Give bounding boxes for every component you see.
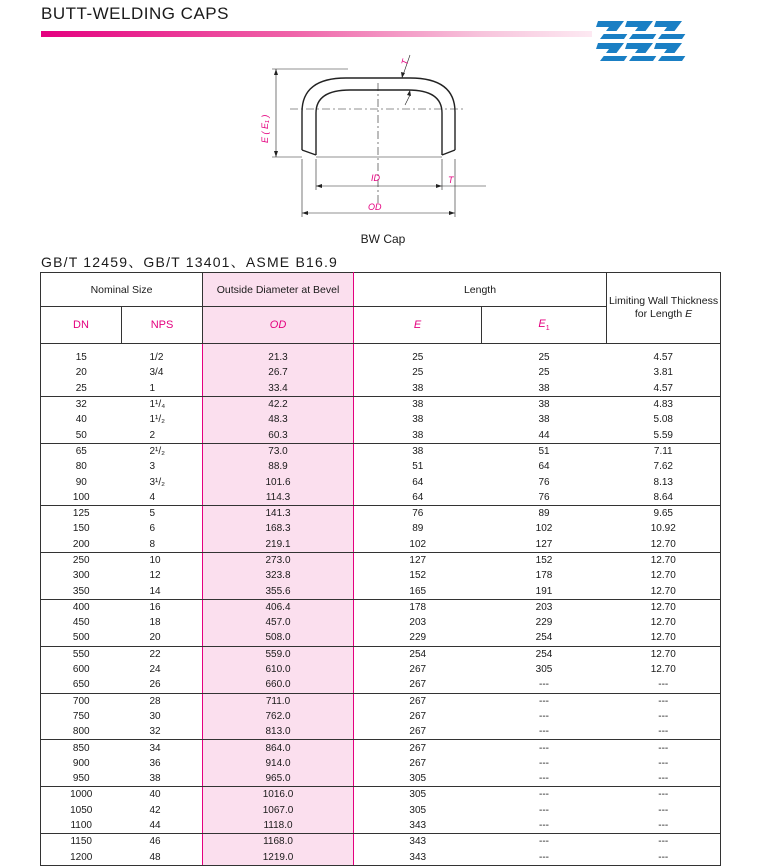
cell-lim: 8.64 bbox=[607, 490, 721, 506]
cell-nps: 18 bbox=[149, 617, 161, 629]
cell-nps: 1¹/₂ bbox=[149, 414, 166, 426]
cell-e1: 305 bbox=[535, 664, 553, 676]
standards-line: GB/T 12459、GB/T 13401、ASME B16.9 bbox=[41, 254, 339, 270]
cell-e1: --- bbox=[482, 850, 607, 866]
cell-e: 267 bbox=[409, 664, 427, 676]
cell-e: 267 bbox=[409, 695, 427, 707]
cell-nps: 38 bbox=[122, 771, 203, 787]
cell-dn: 32 bbox=[41, 396, 122, 412]
cell-dn: 25 bbox=[41, 381, 122, 397]
header-nps: NPS bbox=[122, 307, 203, 344]
cell-od: 355.6 bbox=[203, 583, 354, 599]
page-title: BUTT-WELDING CAPS bbox=[41, 4, 229, 23]
cell-e: 25 bbox=[412, 352, 424, 364]
cell-e1: 38 bbox=[538, 399, 550, 411]
cell-e: 76 bbox=[412, 508, 424, 520]
cell-nps: 32 bbox=[122, 724, 203, 740]
table-row bbox=[41, 787, 721, 803]
cell-e: 343 bbox=[354, 850, 482, 866]
cell-od: 323.8 bbox=[203, 568, 354, 583]
cell-dn: 1150 bbox=[41, 834, 122, 850]
table-row bbox=[41, 344, 721, 366]
cell-nps: 2¹/₂ bbox=[149, 445, 166, 457]
cell-od: 21.3 bbox=[203, 344, 354, 366]
cell-lim: 12.70 bbox=[607, 583, 721, 599]
cell-lim: 7.11 bbox=[607, 443, 721, 459]
cell-od: 1016.0 bbox=[203, 787, 354, 803]
cell-e: 102 bbox=[354, 537, 482, 553]
cell-od: 73.0 bbox=[203, 443, 354, 459]
cell-od: 101.6 bbox=[203, 474, 354, 489]
cell-lim: 4.57 bbox=[607, 344, 721, 366]
table-row bbox=[41, 599, 721, 615]
cell-e: 305 bbox=[354, 771, 482, 787]
cell-e1: --- bbox=[539, 742, 550, 754]
cell-od: 273.0 bbox=[203, 552, 354, 568]
cell-dn: 600 bbox=[41, 662, 122, 677]
cell-nps: 1¹/₄ bbox=[149, 399, 166, 411]
cell-e1: --- bbox=[539, 710, 550, 722]
table-row bbox=[41, 568, 721, 583]
table-row bbox=[41, 552, 721, 568]
cell-lim: --- bbox=[607, 818, 721, 834]
cell-e: 64 bbox=[412, 476, 424, 488]
cell-od: 762.0 bbox=[203, 709, 354, 724]
cell-e: 267 bbox=[409, 757, 427, 769]
cell-e: 203 bbox=[409, 617, 427, 629]
cell-dn: 125 bbox=[41, 505, 122, 521]
cell-nps: 1 bbox=[122, 381, 203, 397]
cell-e: 254 bbox=[409, 648, 427, 660]
header-limiting-wall-thickness bbox=[607, 273, 721, 344]
cell-lim: 9.65 bbox=[607, 505, 721, 521]
table-row bbox=[41, 724, 721, 740]
cell-e1: 102 bbox=[535, 523, 553, 535]
cell-dn: 50 bbox=[41, 427, 122, 443]
cell-e1: 64 bbox=[538, 461, 550, 473]
cell-e1: 76 bbox=[482, 490, 607, 506]
cell-nps: 48 bbox=[122, 850, 203, 866]
cell-e1: 152 bbox=[535, 555, 553, 566]
header-length: Length bbox=[354, 273, 607, 307]
cell-e1: --- bbox=[482, 677, 607, 693]
cell-od: 965.0 bbox=[203, 771, 354, 787]
cell-lim: 12.70 bbox=[607, 646, 721, 662]
cell-nps: 26 bbox=[122, 677, 203, 693]
table-row bbox=[41, 630, 721, 646]
cell-dn: 750 bbox=[41, 709, 122, 724]
header-limiting-line2 bbox=[607, 308, 720, 321]
cell-nps: 20 bbox=[122, 630, 203, 646]
cell-e1: --- bbox=[539, 695, 550, 707]
cell-e: 165 bbox=[354, 583, 482, 599]
cell-lim: 5.08 bbox=[607, 412, 721, 427]
cell-nps: 12 bbox=[149, 570, 161, 582]
cell-e: 305 bbox=[409, 804, 427, 816]
table-row bbox=[41, 427, 721, 443]
cell-e1: 51 bbox=[538, 445, 550, 457]
cell-e1: 25 bbox=[538, 367, 550, 379]
cell-dn: 1000 bbox=[41, 787, 122, 803]
cell-nps: 28 bbox=[149, 695, 161, 707]
cell-nps: 10 bbox=[149, 555, 161, 566]
cell-lim: 8.13 bbox=[607, 474, 721, 489]
cell-e: 229 bbox=[354, 630, 482, 646]
cell-e: 343 bbox=[409, 836, 427, 848]
cell-nps: 8 bbox=[122, 537, 203, 553]
header-od-text: OD bbox=[269, 319, 287, 331]
cell-od: 660.0 bbox=[203, 677, 354, 693]
cell-e1: 89 bbox=[538, 508, 550, 520]
cell-lim: --- bbox=[607, 803, 721, 818]
cell-nps: 36 bbox=[149, 757, 161, 769]
cell-e: 64 bbox=[354, 490, 482, 506]
cell-nps: 4 bbox=[122, 490, 203, 506]
cell-lim: 12.70 bbox=[607, 568, 721, 583]
cell-od: 219.1 bbox=[203, 537, 354, 553]
cell-od: 114.3 bbox=[203, 490, 354, 506]
cell-od: 864.0 bbox=[203, 740, 354, 756]
header-outside-diameter: Outside Diameter at Bevel bbox=[203, 273, 354, 307]
cell-od: 42.2 bbox=[203, 396, 354, 412]
cell-lim: 7.62 bbox=[607, 459, 721, 474]
cell-dn: 950 bbox=[41, 771, 122, 787]
cell-lim: 12.70 bbox=[607, 552, 721, 568]
cell-dn: 40 bbox=[41, 412, 122, 427]
cell-lim: 12.70 bbox=[607, 630, 721, 646]
cell-e: 267 bbox=[409, 710, 427, 722]
cell-lim: --- bbox=[607, 709, 721, 724]
cell-e1: 38 bbox=[538, 414, 550, 426]
table-row bbox=[41, 834, 721, 850]
table-row bbox=[41, 677, 721, 693]
cell-e: 38 bbox=[412, 445, 424, 457]
cell-od: 1219.0 bbox=[203, 850, 354, 866]
cell-lim: 4.83 bbox=[607, 396, 721, 412]
cell-nps: 1/2 bbox=[149, 352, 164, 364]
cell-dn: 200 bbox=[41, 537, 122, 553]
thickness-label-side: T bbox=[448, 175, 454, 185]
cell-od: 508.0 bbox=[203, 630, 354, 646]
cell-dn: 1100 bbox=[41, 818, 122, 834]
cell-dn: 15 bbox=[41, 344, 122, 366]
table-row bbox=[41, 615, 721, 630]
cell-nps: 24 bbox=[149, 664, 161, 676]
cell-e: 89 bbox=[412, 523, 424, 535]
cell-e1: --- bbox=[539, 836, 550, 848]
header-e1-text: E bbox=[538, 317, 546, 330]
cell-e1: 254 bbox=[482, 630, 607, 646]
table-row bbox=[41, 662, 721, 677]
cell-od: 406.4 bbox=[203, 599, 354, 615]
table-row bbox=[41, 771, 721, 787]
bw-cap-drawing bbox=[250, 45, 500, 235]
cell-nps: 6 bbox=[149, 523, 156, 535]
cell-lim: --- bbox=[607, 834, 721, 850]
header-limiting-line1: Limiting Wall Thickness bbox=[608, 295, 719, 307]
cell-lim: --- bbox=[607, 850, 721, 866]
cell-od: 457.0 bbox=[203, 615, 354, 630]
cell-lim: 12.70 bbox=[607, 537, 721, 553]
cell-e: 343 bbox=[354, 818, 482, 834]
cell-e1: 203 bbox=[535, 601, 553, 613]
table-row bbox=[41, 396, 721, 412]
cell-od: 813.0 bbox=[203, 724, 354, 740]
cell-od: 48.3 bbox=[203, 412, 354, 427]
cell-nps: 30 bbox=[149, 710, 161, 722]
cell-lim: 4.57 bbox=[607, 381, 721, 397]
table-row bbox=[41, 850, 721, 866]
cell-dn: 800 bbox=[41, 724, 122, 740]
cell-nps: 40 bbox=[149, 789, 161, 801]
cell-e: 25 bbox=[412, 367, 424, 379]
cell-e1: 254 bbox=[535, 648, 553, 660]
cell-lim: --- bbox=[607, 756, 721, 771]
table-row bbox=[41, 365, 721, 380]
cell-e: 267 bbox=[354, 724, 482, 740]
cell-nps: 5 bbox=[149, 508, 156, 520]
table-row bbox=[41, 803, 721, 818]
cell-od: 1168.0 bbox=[203, 834, 354, 850]
cell-od: 88.9 bbox=[203, 459, 354, 474]
cell-dn: 450 bbox=[41, 615, 122, 630]
cell-e1: 44 bbox=[482, 427, 607, 443]
cell-e: 267 bbox=[354, 677, 482, 693]
cell-lim: 5.59 bbox=[607, 427, 721, 443]
cell-nps: 44 bbox=[122, 818, 203, 834]
cell-nps: 46 bbox=[149, 836, 161, 848]
cell-lim: --- bbox=[607, 771, 721, 787]
title-underline-bar bbox=[41, 31, 592, 37]
table-row bbox=[41, 709, 721, 724]
outside-diameter-label: OD bbox=[368, 202, 382, 212]
cell-e1: --- bbox=[482, 724, 607, 740]
cell-lim: --- bbox=[607, 677, 721, 693]
table-row bbox=[41, 381, 721, 397]
cell-nps: 3 bbox=[149, 461, 156, 473]
cell-od: 1118.0 bbox=[203, 818, 354, 834]
cell-e: 267 bbox=[409, 742, 427, 754]
cell-od: 33.4 bbox=[203, 381, 354, 397]
inside-diameter-label: ID bbox=[371, 173, 380, 183]
table-row bbox=[41, 646, 721, 662]
company-logo bbox=[594, 9, 688, 70]
table-row bbox=[41, 412, 721, 427]
cell-e: 51 bbox=[412, 461, 424, 473]
table-row bbox=[41, 740, 721, 756]
cell-dn: 550 bbox=[41, 646, 122, 662]
cell-e1: 178 bbox=[535, 570, 553, 582]
cell-e1: 38 bbox=[482, 381, 607, 397]
cell-dn: 400 bbox=[41, 599, 122, 615]
cell-dn: 850 bbox=[41, 740, 122, 756]
cell-lim: 10.92 bbox=[607, 521, 721, 536]
header-e1 bbox=[482, 307, 607, 344]
cell-e: 38 bbox=[412, 414, 424, 426]
cell-e1: 76 bbox=[538, 476, 550, 488]
cell-dn: 90 bbox=[41, 474, 122, 489]
cell-e: 38 bbox=[354, 427, 482, 443]
header-od bbox=[203, 307, 354, 344]
table-row bbox=[41, 490, 721, 506]
cell-lim: 12.70 bbox=[607, 599, 721, 615]
header-dn: DN bbox=[41, 307, 122, 344]
cell-e1: --- bbox=[539, 804, 550, 816]
cell-dn: 500 bbox=[41, 630, 122, 646]
cell-lim: --- bbox=[607, 693, 721, 709]
cell-nps: 22 bbox=[149, 648, 161, 660]
cell-e: 38 bbox=[412, 399, 424, 411]
cell-dn: 900 bbox=[41, 756, 122, 771]
cell-lim: --- bbox=[607, 724, 721, 740]
cell-nps: 14 bbox=[122, 583, 203, 599]
cell-lim: 3.81 bbox=[607, 365, 721, 380]
cell-od: 711.0 bbox=[203, 693, 354, 709]
cell-e: 38 bbox=[354, 381, 482, 397]
cell-nps: 3¹/₂ bbox=[149, 476, 166, 488]
cell-e: 178 bbox=[409, 601, 427, 613]
table-row bbox=[41, 443, 721, 459]
table-row bbox=[41, 459, 721, 474]
table-row bbox=[41, 505, 721, 521]
cell-dn: 250 bbox=[41, 552, 122, 568]
cell-lim: --- bbox=[607, 740, 721, 756]
header-e-text: E bbox=[413, 319, 422, 331]
header-e1-sub: 1 bbox=[545, 325, 550, 333]
cell-dn: 80 bbox=[41, 459, 122, 474]
cell-dn: 650 bbox=[41, 677, 122, 693]
cell-lim: 12.70 bbox=[607, 615, 721, 630]
cell-dn: 1200 bbox=[41, 850, 122, 866]
cell-e1: --- bbox=[482, 818, 607, 834]
cell-od: 60.3 bbox=[203, 427, 354, 443]
table-row bbox=[41, 521, 721, 536]
cell-dn: 700 bbox=[41, 693, 122, 709]
diagram-caption: BW Cap bbox=[360, 232, 406, 246]
table-row bbox=[41, 583, 721, 599]
header-e bbox=[354, 307, 482, 344]
cell-od: 168.3 bbox=[203, 521, 354, 536]
thickness-label-top: T bbox=[399, 58, 411, 67]
header-limiting-var: E bbox=[685, 308, 693, 320]
cell-nps: 16 bbox=[149, 601, 161, 613]
cell-e1: 191 bbox=[482, 583, 607, 599]
cell-nps: 34 bbox=[149, 742, 161, 754]
cell-lim: --- bbox=[607, 787, 721, 803]
header-nominal-size: Nominal Size bbox=[41, 273, 203, 307]
cell-e: 127 bbox=[409, 555, 427, 566]
cell-e: 305 bbox=[409, 789, 427, 801]
cell-od: 914.0 bbox=[203, 756, 354, 771]
cell-dn: 20 bbox=[41, 365, 122, 380]
cell-dn: 100 bbox=[41, 490, 122, 506]
cell-e1: 25 bbox=[538, 352, 550, 364]
cell-lim: 12.70 bbox=[607, 662, 721, 677]
table-row bbox=[41, 756, 721, 771]
cell-e1: 229 bbox=[535, 617, 553, 629]
cell-e: 152 bbox=[409, 570, 427, 582]
cell-dn: 1050 bbox=[41, 803, 122, 818]
cell-od: 559.0 bbox=[203, 646, 354, 662]
cell-e1: --- bbox=[539, 789, 550, 801]
cell-od: 610.0 bbox=[203, 662, 354, 677]
cell-dn: 300 bbox=[41, 568, 122, 583]
header-limiting-for: for Length bbox=[634, 308, 683, 320]
cell-nps: 2 bbox=[122, 427, 203, 443]
cell-od: 1067.0 bbox=[203, 803, 354, 818]
cell-dn: 65 bbox=[41, 443, 122, 459]
cell-dn: 350 bbox=[41, 583, 122, 599]
table-row bbox=[41, 818, 721, 834]
cell-od: 141.3 bbox=[203, 505, 354, 521]
length-label-e: E ( E₁ ) bbox=[260, 114, 270, 143]
cell-e1: --- bbox=[482, 771, 607, 787]
cell-nps: 3/4 bbox=[149, 367, 164, 379]
cell-e1: --- bbox=[539, 757, 550, 769]
cell-dn: 150 bbox=[41, 521, 122, 536]
cell-nps: 42 bbox=[149, 804, 161, 816]
table-row bbox=[41, 474, 721, 489]
cell-od: 26.7 bbox=[203, 365, 354, 380]
table-row bbox=[41, 693, 721, 709]
table-row bbox=[41, 537, 721, 553]
cell-e1: 127 bbox=[482, 537, 607, 553]
dimensions-table bbox=[40, 272, 721, 866]
